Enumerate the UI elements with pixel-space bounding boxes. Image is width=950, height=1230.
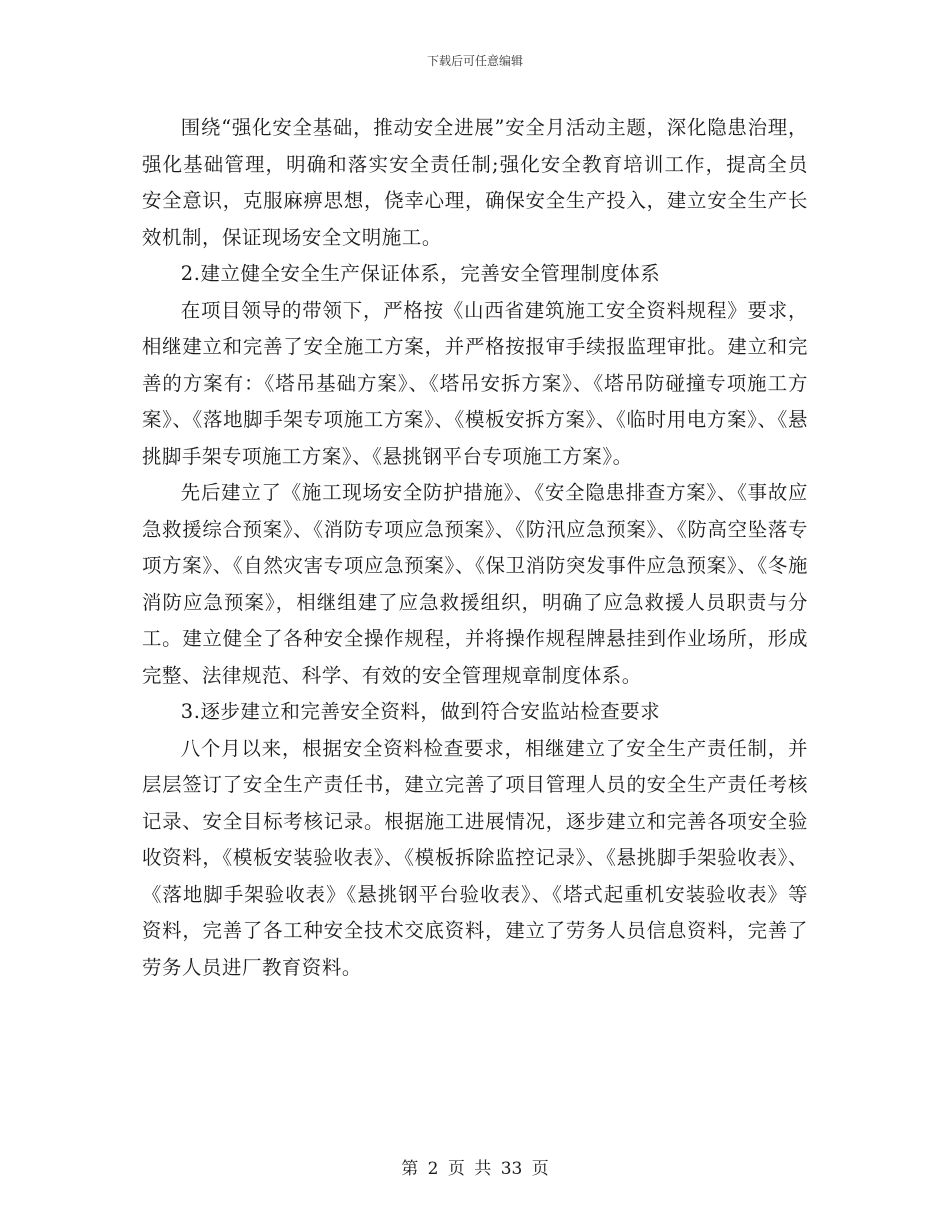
paragraph-safety-plans: 在项目领导的带领下，严格按《山西省建筑施工安全资料规程》要求，相继建立和完善了安全施工方案，并严格按报审手续报监理审批。建立和完善的方案有：《塔吊基础方案》、《塔吊安拆方案》、《塔吊防碰撞专项施工方案》、《落地脚手架专项施工方案》、《模板安拆方案》、《临时用电方案》、《悬挑脚手架专项施工方案》、《悬挑钢平台专项施工方案》。: [142, 298, 808, 468]
page-header-note: 下载后可任意编辑: [426, 54, 523, 68]
document-body: [142, 110, 808, 986]
paragraph-emergency-plans: 先后建立了《施工现场安全防护措施》、《安全隐患排查方案》、《事故应急救援综合预案》、《消防专项应急预案》、《防汛应急预案》、《防高空坠落专项方案》、《自然灾害专项应急预案》、《保卫消防突发事件应急预案》、《冬施消防应急预案》，相继组建了应急救援组织，明确了应急救援人员职责与分工。建立健全了各种安全操作规程，并将操作规程牌悬挂到作业场所，形成完整、法律规范、科学、有效的安全管理规章制度体系。: [142, 481, 808, 687]
page-number-footer: 第 2 页 共 33 页: [401, 1159, 549, 1179]
paragraph-safety-records: 八个月以来，根据安全资料检查要求，相继建立了安全生产责任制，并层层签订了安全生产责任书，建立完善了项目管理人员的安全生产责任考核记录、安全目标考核记录。根据施工进展情况，逐步建立和完善各项安全验收资料，《模板安装验收表》、《模板拆除监控记录》、《悬挑脚手架验收表》、《落地脚手架验收表》《悬挑钢平台验收表》、《塔式起重机安装验收表》等资料，完善了各工种安全技术交底资料，建立了劳务人员信息资料，完善了劳务人员进厂教育资料。: [142, 736, 808, 979]
paragraph-intro: 围绕“强化安全基础，推动安全进展”安全月活动主题，深化隐患治理，强化基础管理，明确和落实安全责任制;强化安全教育培训工作，提高全员安全意识，克服麻痹思想，侥幸心理，确保安全生产投入，建立安全生产长效机制，保证现场安全文明施工。: [142, 116, 808, 249]
section-heading-3: 3.逐步建立和完善安全资料，做到符合安监站检查要求: [180, 700, 661, 723]
section-heading-2: 2.建立健全安全生产保证体系，完善安全管理制度体系: [180, 262, 661, 285]
